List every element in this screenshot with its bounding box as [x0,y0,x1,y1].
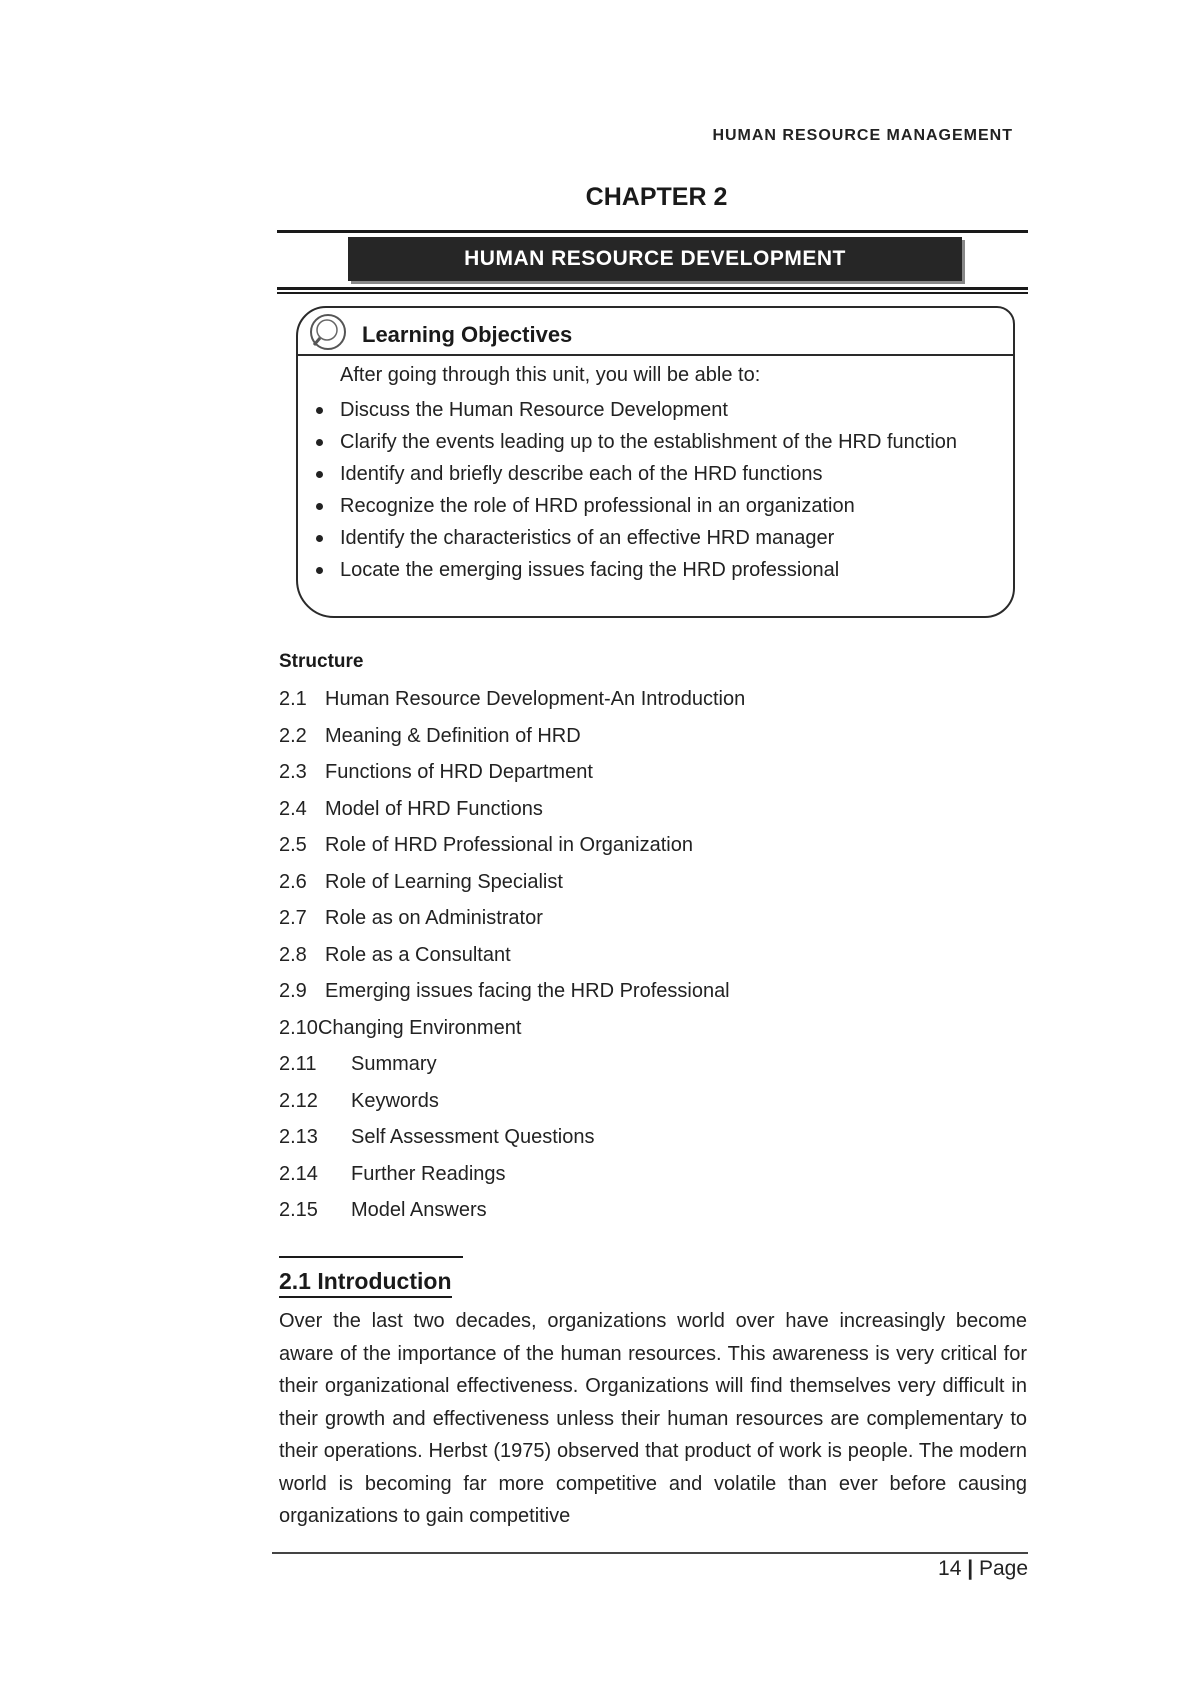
introduction-paragraph: Over the last two decades, organizations world over have increasingly become aware of the importance of the human resources. This awareness is very critical for their organizational effectiveness. Organizations will find themselves very difficult in their growth and effectiveness unless their human resources are complementary to their operations. Herbst (1975) observed that product of work is people. The modern world is becoming far more competitive and volatile than ever before causing organizations to gain competitive [279,1310,1027,1527]
structure-item-text: Keywords [351,1089,439,1112]
page-number [938,1557,1028,1581]
structure-item-text: Human Resource Development-An Introduction [325,688,746,710]
title-bottom-rule [277,287,1028,290]
structure-item [279,900,745,937]
structure-item-text: Emerging issues facing the HRD Professional [325,980,730,1002]
page-label: Page [978,1557,1028,1580]
structure-item-text: Model of HRD Functions [325,797,543,820]
learning-objectives-heading: Learning Objectives [362,322,573,347]
structure-item [279,791,745,828]
structure-item [279,1046,745,1083]
structure-item-number: 2.4 [279,797,307,820]
objective-item: Locate the emerging issues facing the HRD professional [298,554,998,586]
title-top-rule [277,230,1028,233]
structure-heading: Structure [279,651,364,672]
magnifier-icon [310,314,346,350]
structure-item-number: 2.1 [279,688,307,710]
structure-item [279,1192,745,1229]
page-number-value: 14 [938,1557,962,1580]
structure-item-text: Role as on Administrator [325,907,543,929]
objectives-list [298,394,998,586]
page-separator: | [967,1557,974,1580]
structure-item [279,973,745,1010]
structure-item [279,1119,745,1156]
structure-item [279,1156,745,1193]
structure-item-number: 2.5 [279,834,307,856]
structure-item [279,754,745,791]
structure-item-number: 2.8 [279,943,307,966]
structure-item-number: 2.9 [279,980,307,1002]
structure-item-number: 2.12 [279,1089,318,1112]
objectives-divider [298,354,1013,356]
structure-item-number: 2.3 [279,761,307,783]
structure-item-text: Functions of HRD Department [325,761,593,783]
structure-item-text: Further Readings [351,1162,506,1185]
structure-item-number: 2.11 [279,1053,317,1075]
structure-item-text: Changing Environment [317,1016,522,1039]
structure-item-text: Meaning & Definition of HRD [325,724,581,747]
structure-item-text: Role of Learning Specialist [325,870,563,893]
objectives-intro: After going through this unit, you will be able to: [340,364,761,386]
structure-item-text: Summary [351,1053,437,1075]
structure-item-text: Self Assessment Questions [351,1126,595,1148]
learning-objectives-box [296,306,1015,618]
objective-item: Discuss the Human Resource Development [298,394,998,426]
structure-item-number: 2.2 [279,724,307,747]
structure-item [279,681,745,718]
running-header: HUMAN RESOURCE MANAGEMENT [712,127,1013,144]
structure-item-text: Role of HRD Professional in Organization [325,834,693,856]
structure-item-number: 2.14 [279,1162,318,1185]
objective-item: Identify the characteristics of an effective HRD manager [298,522,998,554]
title-bottom-rule-thin [277,292,1028,294]
structure-item [279,864,745,901]
structure-item [279,718,745,755]
structure-item [279,827,745,864]
structure-list [279,681,745,1229]
structure-item-number: 2.13 [279,1126,318,1148]
structure-item-text: Model Answers [351,1199,487,1221]
structure-item-text: Role as a Consultant [325,943,511,966]
introduction-heading: 2.1 Introduction [279,1268,452,1298]
objective-item: Recognize the role of HRD professional in an organization [298,490,998,522]
structure-item [279,1083,745,1120]
objective-item: Identify and briefly describe each of the HRD functions [298,458,998,490]
structure-item-number: 2.15 [279,1199,318,1221]
chapter-number: CHAPTER 2 [585,183,728,211]
structure-item [279,937,745,974]
objective-item: Clarify the events leading up to the establishment of the HRD function [298,426,998,458]
section-top-rule [279,1256,463,1258]
chapter-title: HUMAN RESOURCE DEVELOPMENT [348,237,962,281]
footer-rule [272,1552,1028,1554]
structure-item-number: 2.10 [279,1016,318,1039]
structure-item [279,1010,745,1047]
structure-item-number: 2.7 [279,907,307,929]
structure-item-number: 2.6 [279,870,307,893]
